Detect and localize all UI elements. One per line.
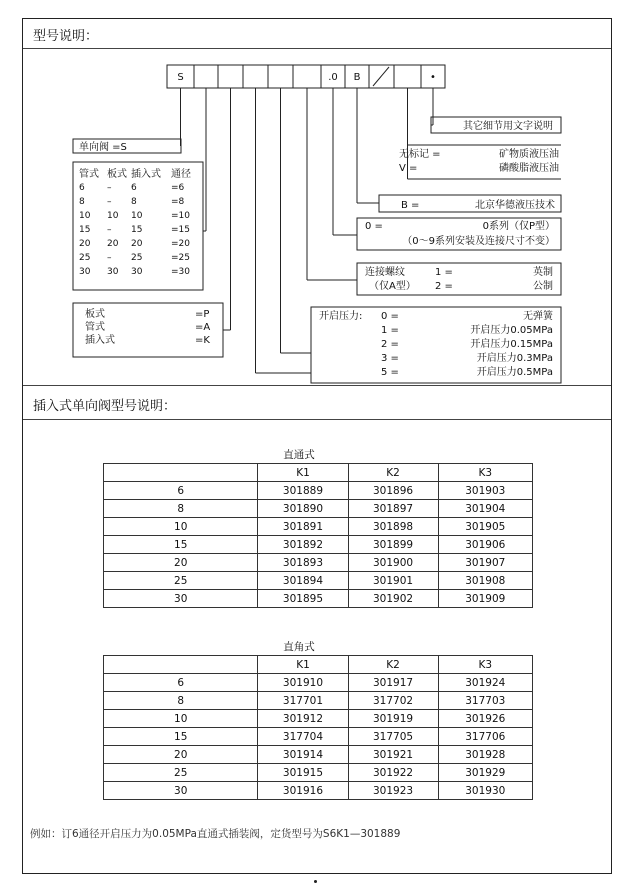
angle-table-cell: 301928 <box>438 746 532 764</box>
thread-value: 公制 <box>533 281 553 292</box>
straight-table-row <box>104 572 533 590</box>
size-cell: =6 <box>171 183 185 193</box>
divider <box>23 419 611 420</box>
straight-table-cell: 301902 <box>348 590 438 608</box>
example-note: 例如：订6通径开启压力为0.05MPa直通式插装阀，定货型号为S6K1—301889 <box>30 828 401 840</box>
series-value: 0系列（仅P型） <box>482 221 555 232</box>
size-cell: 30 <box>79 267 91 277</box>
size-cell: =8 <box>171 197 185 207</box>
pressure-label: 开启压力: <box>319 311 363 322</box>
straight-table-cell: 10 <box>104 518 258 536</box>
angle-table-cell: 10 <box>104 710 258 728</box>
angle-table-cell: 317706 <box>438 728 532 746</box>
pressure-value: 开启压力0.05MPa <box>470 325 553 336</box>
straight-table-cell: 301908 <box>438 572 532 590</box>
pressure-key: 0 = <box>381 311 399 322</box>
straight-table-cell: 301906 <box>438 536 532 554</box>
code-box <box>293 65 321 88</box>
angle-table-header-cell: K1 <box>258 656 348 674</box>
size-cell: 10 <box>131 211 143 221</box>
size-cell: 6 <box>131 183 137 193</box>
angle-table-cell: 317702 <box>348 692 438 710</box>
straight-table-cell: 6 <box>104 482 258 500</box>
mount-value: =P <box>195 309 210 320</box>
other-details-label: 其它细节用文字说明 <box>463 121 553 132</box>
size-cell: 25 <box>79 253 91 263</box>
mount-key: 管式 <box>85 322 105 333</box>
straight-table-cell: 301892 <box>258 536 348 554</box>
fluid-v-value: 磷酸脂液压油 <box>499 163 559 174</box>
straight-table-header-row <box>104 464 533 482</box>
angle-table-cell: 301923 <box>348 782 438 800</box>
straight-table-cell: 301909 <box>438 590 532 608</box>
size-cell: 15 <box>131 225 143 235</box>
straight-table <box>103 463 533 608</box>
fluid-none-label: 无标记 = <box>399 149 441 160</box>
angle-table-cell: 20 <box>104 746 258 764</box>
straight-table-cell: 301898 <box>348 518 438 536</box>
straight-table-cell: 301897 <box>348 500 438 518</box>
pressure-key: 2 = <box>381 339 399 350</box>
code-box <box>194 65 218 88</box>
size-header: 管式 <box>79 169 99 180</box>
mount-key: 插入式 <box>85 335 115 346</box>
size-cell: 20 <box>79 239 91 249</box>
mount-value: =K <box>195 335 210 346</box>
straight-table-cell: 15 <box>104 536 258 554</box>
angle-table-cell: 15 <box>104 728 258 746</box>
size-header: 插入式 <box>131 169 161 180</box>
straight-table-cell: 8 <box>104 500 258 518</box>
size-cell: – <box>107 253 112 263</box>
angle-table-row <box>104 746 533 764</box>
mount-key: 板式 <box>85 309 105 320</box>
size-cell: =20 <box>171 239 190 249</box>
straight-table-cell: 301903 <box>438 482 532 500</box>
straight-table-cell: 301905 <box>438 518 532 536</box>
angle-table-cell: 317703 <box>438 692 532 710</box>
angle-table-cell: 317704 <box>258 728 348 746</box>
size-header: 通径 <box>171 169 191 180</box>
size-cell: 25 <box>131 253 143 263</box>
code-box-label: • <box>430 72 436 83</box>
divider <box>23 385 611 386</box>
angle-table-header-row <box>104 656 533 674</box>
straight-table-row <box>104 482 533 500</box>
size-cell: 30 <box>107 267 119 277</box>
angle-table-cell: 6 <box>104 674 258 692</box>
angle-table-row <box>104 764 533 782</box>
series-label: 0 = <box>365 221 383 232</box>
mount-value: =A <box>195 322 211 333</box>
angle-table-cell: 301915 <box>258 764 348 782</box>
angle-table-cell: 301929 <box>438 764 532 782</box>
straight-table-row <box>104 554 533 572</box>
size-cell: 8 <box>131 197 137 207</box>
size-cell: – <box>107 183 112 193</box>
code-box-label: S <box>177 72 184 83</box>
angle-table-cell: 301910 <box>258 674 348 692</box>
angle-table-header-cell <box>104 656 258 674</box>
straight-table-cell: 301895 <box>258 590 348 608</box>
size-cell: 20 <box>107 239 119 249</box>
size-cell: – <box>107 197 112 207</box>
angle-table-cell: 301916 <box>258 782 348 800</box>
angle-table-cell: 301926 <box>438 710 532 728</box>
size-cell: 10 <box>79 211 91 221</box>
angle-table-cell: 25 <box>104 764 258 782</box>
angle-table-cell: 317701 <box>258 692 348 710</box>
angle-table-title: 直角式 <box>283 641 315 653</box>
size-cell: 30 <box>131 267 143 277</box>
angle-table-row <box>104 782 533 800</box>
straight-table-header-cell: K2 <box>348 464 438 482</box>
angle-table <box>103 655 533 800</box>
thread-key: 1 = <box>435 267 453 278</box>
straight-table-row <box>104 536 533 554</box>
thread-key: 2 = <box>435 281 453 292</box>
pressure-value: 开启压力0.5MPa <box>476 367 553 378</box>
angle-table-cell: 301930 <box>438 782 532 800</box>
straight-table-cell: 301907 <box>438 554 532 572</box>
model-section-title: 型号说明： <box>33 29 99 44</box>
thread-label: （仅A型） <box>369 281 416 292</box>
pressure-value: 开启压力0.3MPa <box>476 353 553 364</box>
angle-table-row <box>104 692 533 710</box>
thread-value: 英制 <box>533 267 553 278</box>
size-cell: =30 <box>171 267 190 277</box>
angle-table-cell: 301922 <box>348 764 438 782</box>
document-frame <box>22 18 612 874</box>
code-box-label: B <box>353 72 361 83</box>
straight-table-header-cell: K3 <box>438 464 532 482</box>
pressure-key: 3 = <box>381 353 399 364</box>
pressure-value: 无弹簧 <box>523 311 553 322</box>
pressure-value: 开启压力0.15MPa <box>470 339 553 350</box>
angle-table-header-cell: K3 <box>438 656 532 674</box>
angle-table-cell: 301912 <box>258 710 348 728</box>
straight-table-cell: 301896 <box>348 482 438 500</box>
angle-table-row <box>104 728 533 746</box>
fluid-v-label: V = <box>399 163 418 174</box>
straight-table-row <box>104 518 533 536</box>
size-cell: 15 <box>79 225 91 235</box>
angle-table-cell: 8 <box>104 692 258 710</box>
angle-table-cell: 301919 <box>348 710 438 728</box>
straight-table-cell: 30 <box>104 590 258 608</box>
brand-label: B = <box>401 200 420 211</box>
size-cell: 10 <box>107 211 119 221</box>
angle-table-cell: 301924 <box>438 674 532 692</box>
straight-table-title: 直通式 <box>283 449 315 461</box>
straight-table-row <box>104 590 533 608</box>
size-cell: 20 <box>131 239 143 249</box>
straight-table-row <box>104 500 533 518</box>
angle-table-header-cell: K2 <box>348 656 438 674</box>
straight-table-cell: 301894 <box>258 572 348 590</box>
code-box-label: .0 <box>328 72 338 83</box>
straight-table-header-cell <box>104 464 258 482</box>
brand-value: 北京华德液压技术 <box>475 200 555 211</box>
straight-table-cell: 301889 <box>258 482 348 500</box>
size-cell: =10 <box>171 211 190 221</box>
angle-table-cell: 301917 <box>348 674 438 692</box>
angle-table-cell: 301914 <box>258 746 348 764</box>
straight-table-cell: 301899 <box>348 536 438 554</box>
straight-table-cell: 20 <box>104 554 258 572</box>
angle-table-cell: 317705 <box>348 728 438 746</box>
straight-table-cell: 25 <box>104 572 258 590</box>
code-box <box>243 65 268 88</box>
size-cell: – <box>107 225 112 235</box>
straight-table-cell: 301891 <box>258 518 348 536</box>
code-box <box>268 65 293 88</box>
code-box <box>218 65 243 88</box>
angle-table-cell: 301921 <box>348 746 438 764</box>
straight-table-cell: 301901 <box>348 572 438 590</box>
pressure-key: 1 = <box>381 325 399 336</box>
fluid-none-value: 矿物质液压油 <box>499 149 559 160</box>
pressure-key: 5 = <box>381 367 399 378</box>
angle-table-cell: 30 <box>104 782 258 800</box>
straight-table-cell: 301890 <box>258 500 348 518</box>
straight-table-header-cell: K1 <box>258 464 348 482</box>
straight-table-cell: 301900 <box>348 554 438 572</box>
size-header: 板式 <box>107 169 127 180</box>
model-code-diagram <box>23 49 611 385</box>
connector-line <box>373 67 389 86</box>
valve-type-label: 单向阀 =S <box>79 142 127 153</box>
straight-table-cell: 301893 <box>258 554 348 572</box>
thread-label: 连接螺纹 <box>365 267 405 278</box>
size-cell: =15 <box>171 225 190 235</box>
series-note: （0～9系列安装及连接尺寸不变） <box>402 236 555 247</box>
angle-table-row <box>104 710 533 728</box>
code-box <box>394 65 421 88</box>
page-dot <box>314 880 317 883</box>
straight-table-cell: 301904 <box>438 500 532 518</box>
size-cell: =25 <box>171 253 190 263</box>
insert-section-title: 插入式单向阀型号说明： <box>33 399 177 414</box>
size-cell: 8 <box>79 197 85 207</box>
angle-table-row <box>104 674 533 692</box>
size-cell: 6 <box>79 183 85 193</box>
